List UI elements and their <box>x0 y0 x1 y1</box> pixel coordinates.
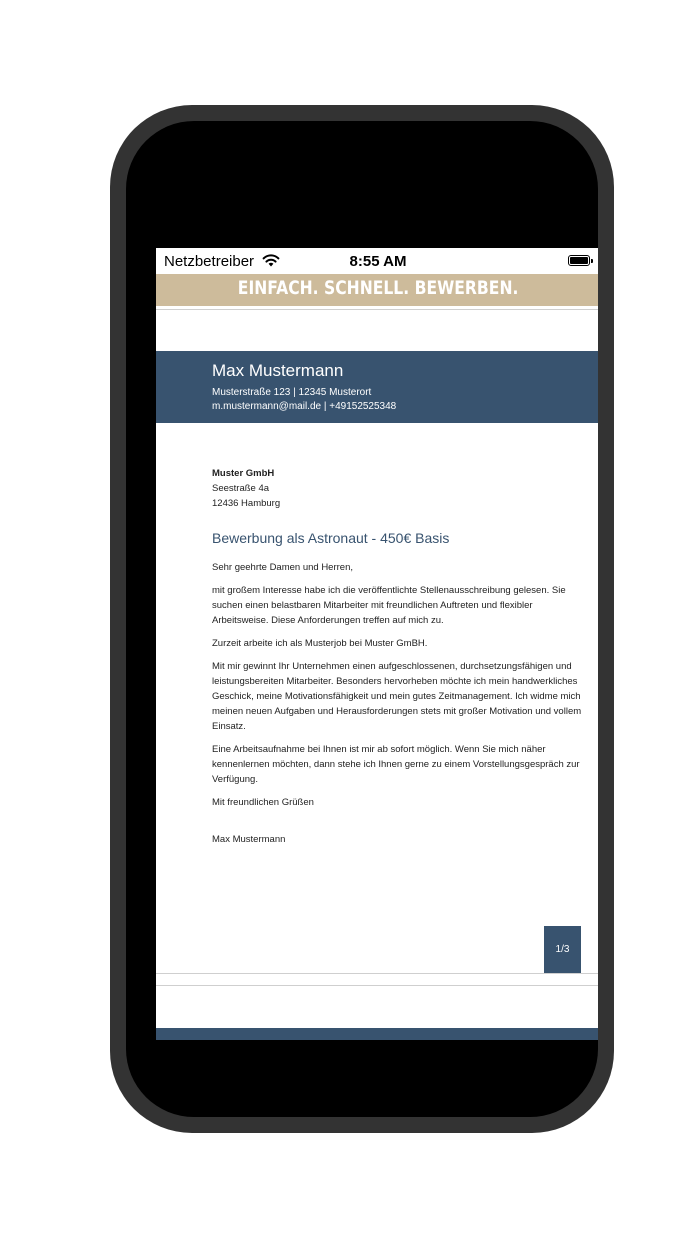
status-bar <box>156 248 598 274</box>
carrier-label: Netzbetreiber <box>164 253 255 270</box>
cover-letter <box>212 466 582 855</box>
page-divider <box>156 973 598 974</box>
letter-paragraph: Mit mir gewinnt Ihr Unternehmen einen aufgeschlossenen, durchsetzungsfähigen und leistungsbereiten Mitarbeiter. Besonders hervorheben möchte ich mein handwerkliches Geschick, meine Motivationsfähigkeit und mein gutes Zeitmanagement. Ich widme mich meinen neuen Aufgaben und Herausforderungen stets mit großer Motivation und vollem Einsatz. <box>212 661 582 732</box>
letter-salutation: Sehr geehrte Damen und Herren, <box>212 562 353 573</box>
letter-paragraph: Zurzeit arbeite ich als Musterjob bei Muster GmBH. <box>212 638 428 649</box>
banner-text: EINFACH. SCHNELL. BEWERBEN. <box>237 277 519 299</box>
page-indicator: 1/3 <box>544 926 581 973</box>
app-banner <box>156 274 598 306</box>
applicant-contact <box>212 386 396 414</box>
banner-divider <box>156 309 598 310</box>
letter-paragraph: mit großem Interesse habe ich die veröffentlichte Stellenausschreibung gelesen. Sie suchen einen belastbaren Mitarbeiter mit freundlichen Auftreten und flexibler Arbeitsweise. Diese Anforderungen treffen auf mich zu. <box>212 585 566 626</box>
recipient-block <box>212 466 582 511</box>
letter-paragraph: Eine Arbeitsaufnahme bei Ihnen ist mir ab sofort möglich. Wenn Sie mich näher kennenlernen möchten, dann stehe ich Ihnen gerne zu einem Vorstellungsgespräch zur Verfügung. <box>212 744 580 785</box>
letter-closing: Mit freundlichen Grüßen <box>212 797 314 808</box>
phone-bezel <box>126 121 598 1117</box>
letter-signature: Max Mustermann <box>212 834 286 845</box>
clock-time: 8:55 AM <box>349 253 407 270</box>
app-screen <box>156 248 598 1040</box>
applicant-address: Musterstraße 123 | 12345 Musterort <box>212 387 372 398</box>
recipient-city: 12436 Hamburg <box>212 498 281 509</box>
recipient-street: Seestraße 4a <box>212 483 270 494</box>
next-page-header <box>156 1028 598 1040</box>
applicant-name: Max Mustermann <box>212 361 344 380</box>
phone-frame <box>110 105 614 1133</box>
page-divider <box>156 985 598 986</box>
battery-icon <box>568 255 590 266</box>
applicant-email-phone: m.mustermann@mail.de | +49152525348 <box>212 401 397 412</box>
document-header <box>156 351 598 423</box>
recipient-company: Muster GmbH <box>212 468 275 479</box>
letter-subject: Bewerbung als Astronaut - 450€ Basis <box>212 530 450 546</box>
battery-level <box>570 257 588 264</box>
